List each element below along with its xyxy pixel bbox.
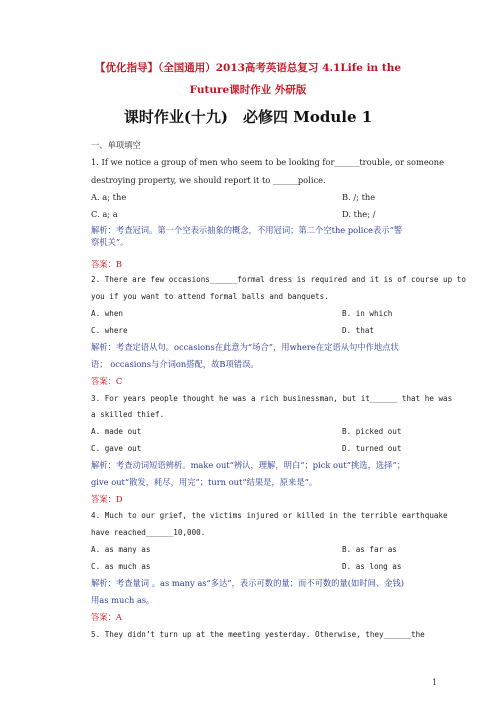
question-4-analysis-line-1: 解析：考查量词 。as many as“多达”，表示可数的量；而不可数的量(如时间、金钱) [91, 578, 405, 588]
option-a: A. made out [91, 427, 142, 436]
question-2-analysis-line-2: 语； occasions与介词on搭配，故B项错误。 [91, 359, 259, 369]
option-a: A. when [91, 309, 124, 318]
question-2-answer: 答案：C [91, 376, 123, 386]
option-c: C. as much as [91, 562, 151, 571]
question-1-options-row-2 [91, 209, 376, 219]
option-d: D. turned out [342, 444, 402, 453]
question-2-options-row-2 [91, 326, 375, 336]
question-1-options-row-1 [91, 192, 376, 202]
option-b: B. in which [342, 309, 393, 318]
option-d: D. that [342, 326, 375, 335]
question-2-options-row-1 [91, 309, 393, 319]
question-4-line-1: 4. Much to our grief, the victims injured or killed in the terrible earthquake [91, 511, 448, 520]
option-c: C. where [91, 326, 128, 335]
question-3-answer: 答案：D [91, 494, 123, 504]
option-b: B. /; the [342, 192, 376, 202]
document-subtitle: 课时作业(十九) 必修四 Module 1 [123, 108, 373, 126]
question-4-answer: 答案：A [91, 612, 122, 622]
question-2-analysis-line-1: 解析：考查定语从句。occasions在此意为“场合”，用where在定语从句中作地点状 [91, 342, 399, 352]
question-1-answer: 答案：B [91, 259, 122, 269]
option-d: D. as long as [342, 562, 402, 571]
question-4-analysis-line-2: 用as much as。 [91, 595, 155, 605]
question-1-line-2: destroying property, we should report it to ______police. [91, 175, 326, 185]
question-1-analysis-line-1: 解析：考查冠词。第一个空表示抽象的概念，不用冠词；第二个空the police表示“警 [91, 225, 403, 235]
question-4-options-row-2 [91, 562, 402, 572]
question-3-analysis-line-2: give out“散发，耗尽，用完”；turn out“结果是，原来是”。 [91, 477, 318, 487]
question-1-analysis-line-2: 察机关”。 [91, 237, 129, 247]
option-b: B. as far as [342, 545, 397, 554]
option-d: D. the; / [342, 209, 376, 219]
document-title-line-2: Future课时作业 外研版 [189, 84, 307, 96]
question-3-options-row-1 [91, 427, 402, 437]
section-heading: 一、单项填空 [91, 140, 141, 150]
question-3-options-row-2 [91, 444, 402, 454]
page-number: 1 [432, 678, 438, 687]
question-3-analysis-line-1: 解析：考查动词短语辨析。make out“辨认，理解，明白”；pick out“挑选，选择”； [91, 460, 405, 470]
question-4-line-2: have reached______10,000. [91, 528, 206, 537]
option-a: A. a; the [91, 192, 127, 202]
question-3-line-2: a skilled thief. [91, 410, 165, 419]
question-5-line-1: 5. They didn’t turn up at the meeting yesterday. Otherwise, they______the [91, 630, 425, 639]
option-a: A. as many as [91, 545, 151, 554]
option-b: B. picked out [342, 427, 402, 436]
option-c: C. gave out [91, 444, 142, 453]
question-2-line-2: you if you want to attend formal balls and banquets. [91, 292, 329, 301]
document-title-line-1: 【优化指导】（全国通用）2013高考英语总复习 4.1Life in the [94, 62, 402, 74]
option-c: C. a; a [91, 209, 118, 219]
question-3-line-1: 3. For years people thought he was a rich businessman, but it______ that he was [91, 394, 453, 403]
question-4-options-row-1 [91, 545, 397, 555]
question-2-line-1: 2. There are few occasions______formal dress is required and it is of course up to [91, 275, 466, 284]
question-1-line-1: 1. If we notice a group of men who seem to be looking for______trouble, or someone [91, 157, 445, 167]
